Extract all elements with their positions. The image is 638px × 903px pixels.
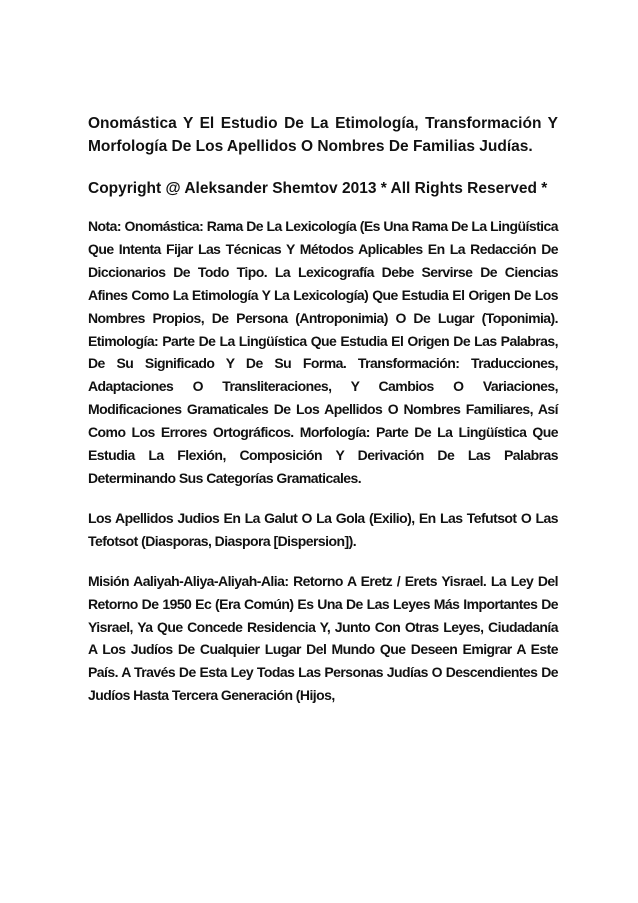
- paragraph-apellidos: Los Apellidos Judios En La Galut O La Gola (Exilio), En Las Tefutsot O Las Tefotsot (Diasporas, Diaspora [Dispersion]).: [88, 509, 558, 549]
- copyright-notice: Copyright @ Aleksander Shemtov 2013 * All Rights Reserved *: [88, 180, 548, 197]
- document-title: Onomástica Y El Estudio De La Etimología, Transformación Y Morfología De Los Apellidos O Nombres De Familias Judías.: [88, 115, 558, 155]
- paragraph-mision: Misión Aaliyah-Aliya-Aliyah-Alia: Retorno A Eretz / Erets Yisrael. La Ley Del Retorno De 1950 Ec (Era Común) Es Una De Las Leyes Más Importantes De Yisrael, Ya Que Concede Residencia Y, Junto Con Otras Leyes, Ciudadanía A Los Judíos De Cualquier Lugar Del Mundo Que Deseen Emigrar A Este País. A Través De Esta Ley Todas Las Personas Judías O Descendientes De Judíos Hasta Tercera Generación (Hijos,: [88, 572, 558, 704]
- paragraph-nota: Nota: Onomástica: Rama De La Lexicología (Es Una Rama De La Lingüística Que Intenta Fijar Las Técnicas Y Métodos Aplicables En La Redacción De Diccionarios De Todo Tipo. La Lexicografía Debe Servirse De Ciencias Afines Como La Etimología Y La Lexicología) Que Estudia El Origen De Los Nombres Propios, De Persona (Antroponimia) O De Lugar (Toponimia). Etimología: Parte De La Lingüística Que Estudia El Origen De Las Palabras, De Su Significado Y De Su Forma. Transformación: Traducciones, Adaptaciones O Transliteraciones, Y Cambios O Variaciones, Modificaciones Gramaticales De Los Apellidos O Nombres Familiares, Así Como Los Errores Ortográficos. Morfología: Parte De La Lingüística Que Estudia La Flexión, Composición Y Derivación De Las Palabras Determinando Sus Categorías Gramaticales.: [88, 218, 558, 486]
- document-page: [88, 112, 558, 707]
